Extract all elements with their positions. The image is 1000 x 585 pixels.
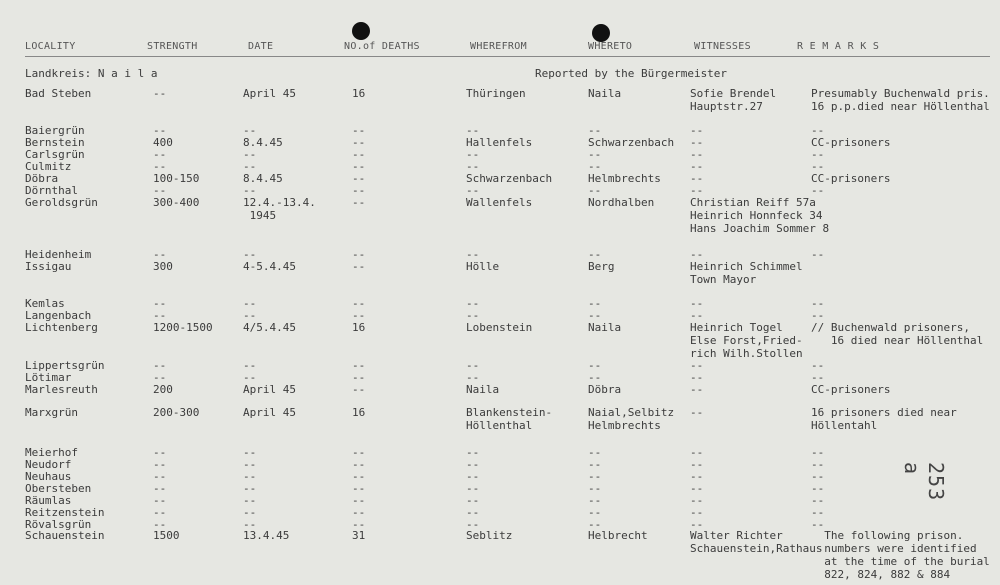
- cell-locality: Schauenstein: [25, 529, 105, 542]
- cell-date: --: [243, 494, 257, 507]
- cell-witnesses: Sofie Brendel Hauptstr.27: [690, 87, 777, 113]
- punch-hole: [352, 22, 370, 40]
- cell-date: 8.4.45: [243, 136, 283, 149]
- cell-wherefrom: --: [466, 470, 480, 483]
- cell-deaths: --: [352, 518, 366, 531]
- cell-strength: 1200-1500: [153, 321, 213, 334]
- header-date: DATE: [248, 41, 274, 52]
- cell-deaths: 31: [352, 529, 366, 542]
- cell-witnesses: --: [690, 470, 704, 483]
- cell-strength: 200-300: [153, 406, 200, 419]
- cell-wherefrom: Thüringen: [466, 87, 526, 100]
- header-wherefrom: WHEREFROM: [470, 41, 527, 52]
- cell-date: 13.4.45: [243, 529, 290, 542]
- cell-whereto: Nordhalben: [588, 196, 655, 209]
- cell-locality: Marxgrün: [25, 406, 78, 419]
- cell-remarks: // Buchenwald prisoners, 16 died near Höllenthal: [811, 321, 984, 347]
- cell-date: April 45: [243, 87, 296, 100]
- cell-wherefrom: --: [466, 446, 480, 459]
- cell-remarks: --: [811, 371, 825, 384]
- cell-remarks: --: [811, 518, 825, 531]
- cell-witnesses: Walter Richter Schauenstein,Rathaus: [690, 529, 823, 555]
- cell-witnesses: --: [690, 248, 704, 261]
- cell-deaths: --: [352, 248, 366, 261]
- cell-date: --: [243, 359, 257, 372]
- cell-remarks: --: [811, 359, 825, 372]
- cell-witnesses: --: [690, 383, 704, 396]
- cell-whereto: --: [588, 446, 602, 459]
- cell-deaths: --: [352, 184, 366, 197]
- cell-witnesses: --: [690, 494, 704, 507]
- header-strength: STRENGTH: [147, 41, 198, 52]
- cell-witnesses: --: [690, 482, 704, 495]
- cell-wherefrom: Lobenstein: [466, 321, 533, 334]
- cell-remarks: --: [811, 309, 825, 322]
- cell-witnesses: Heinrich Togel Else Forst,Fried- rich Wilh.Stollen: [690, 321, 803, 360]
- cell-remarks: CC-prisoners: [811, 136, 891, 149]
- cell-strength: --: [153, 160, 167, 173]
- cell-date: 12.4.-13.4. 1945: [243, 196, 316, 222]
- cell-witnesses: --: [690, 518, 704, 531]
- cell-strength: 400: [153, 136, 173, 149]
- cell-wherefrom: --: [466, 297, 480, 310]
- cell-strength: --: [153, 124, 167, 137]
- cell-locality: Obersteben: [25, 482, 92, 495]
- cell-witnesses: --: [690, 506, 704, 519]
- cell-whereto: --: [588, 184, 602, 197]
- cell-strength: --: [153, 371, 167, 384]
- cell-remarks: --: [811, 297, 825, 310]
- cell-strength: 1500: [153, 529, 180, 542]
- cell-whereto: --: [588, 124, 602, 137]
- header-deaths: NO.of DEATHS: [344, 41, 420, 52]
- cell-remarks: Presumably Buchenwald pris. 16 p.p.died near Höllenthal: [811, 87, 990, 113]
- cell-wherefrom: --: [466, 371, 480, 384]
- cell-whereto: --: [588, 160, 602, 173]
- cell-wherefrom: Hallenfels: [466, 136, 533, 149]
- section-title: Landkreis: N a i l a: [25, 67, 158, 80]
- cell-locality: Lippertsgrün: [25, 359, 105, 372]
- cell-wherefrom: --: [466, 184, 480, 197]
- cell-locality: Bad Steben: [25, 87, 92, 100]
- cell-whereto: Helmbrechts: [588, 172, 661, 185]
- punch-hole: [592, 24, 610, 42]
- cell-remarks: --: [811, 482, 825, 495]
- cell-wherefrom: --: [466, 160, 480, 173]
- cell-whereto: --: [588, 248, 602, 261]
- cell-remarks: --: [811, 458, 825, 471]
- cell-deaths: --: [352, 359, 366, 372]
- cell-strength: --: [153, 297, 167, 310]
- cell-deaths: 16: [352, 321, 366, 334]
- cell-remarks: CC-prisoners: [811, 172, 891, 185]
- cell-witnesses: Heinrich Schimmel Town Mayor: [690, 260, 803, 286]
- cell-date: --: [243, 518, 257, 531]
- cell-date: --: [243, 482, 257, 495]
- cell-witnesses: --: [690, 359, 704, 372]
- cell-wherefrom: Hölle: [466, 260, 500, 273]
- cell-remarks: --: [811, 148, 825, 161]
- cell-remarks: The following prison. numbers were identified at the time of the burial 822, 824, 882 & 884: [824, 529, 990, 581]
- cell-date: 4-5.4.45: [243, 260, 296, 273]
- cell-strength: --: [153, 248, 167, 261]
- cell-deaths: --: [352, 383, 366, 396]
- cell-locality: Neuhaus: [25, 470, 72, 483]
- cell-remarks: --: [811, 184, 825, 197]
- cell-locality: Kemlas: [25, 297, 65, 310]
- cell-date: --: [243, 470, 257, 483]
- cell-deaths: --: [352, 309, 366, 322]
- cell-locality: Issigau: [25, 260, 72, 273]
- cell-strength: --: [153, 506, 167, 519]
- cell-locality: Räumlas: [25, 494, 72, 507]
- cell-wherefrom: Naila: [466, 383, 500, 396]
- cell-whereto: Naial,Selbitz Helmbrechts: [588, 406, 675, 432]
- cell-wherefrom: --: [466, 482, 480, 495]
- cell-witnesses: --: [690, 406, 704, 419]
- cell-strength: --: [153, 309, 167, 322]
- cell-whereto: --: [588, 494, 602, 507]
- cell-remarks: --: [811, 160, 825, 173]
- cell-locality: Meierhof: [25, 446, 78, 459]
- cell-witnesses: Christian Reiff 57a Heinrich Honnfeck 34 Hans Joachim Sommer 8: [690, 196, 830, 235]
- cell-whereto: Döbra: [588, 383, 622, 396]
- cell-deaths: --: [352, 458, 366, 471]
- cell-locality: Geroldsgrün: [25, 196, 98, 209]
- cell-locality: Döbra: [25, 172, 59, 185]
- cell-deaths: --: [352, 482, 366, 495]
- cell-deaths: --: [352, 260, 366, 273]
- cell-witnesses: --: [690, 297, 704, 310]
- cell-whereto: --: [588, 506, 602, 519]
- cell-remarks: 16 prisoners died near Höllentahl: [811, 406, 957, 432]
- cell-deaths: --: [352, 297, 366, 310]
- cell-remarks: --: [811, 248, 825, 261]
- cell-locality: Baiergrün: [25, 124, 85, 137]
- cell-strength: 200: [153, 383, 173, 396]
- cell-date: --: [243, 297, 257, 310]
- cell-witnesses: --: [690, 136, 704, 149]
- cell-strength: --: [153, 494, 167, 507]
- header-whereto: WHERETO: [588, 41, 633, 52]
- cell-strength: --: [153, 148, 167, 161]
- cell-wherefrom: Seblitz: [466, 529, 513, 542]
- cell-date: April 45: [243, 406, 296, 419]
- cell-strength: 300: [153, 260, 173, 273]
- header-locality: LOCALITY: [25, 41, 76, 52]
- cell-strength: 100-150: [153, 172, 200, 185]
- cell-date: --: [243, 371, 257, 384]
- cell-deaths: --: [352, 124, 366, 137]
- cell-locality: Bernstein: [25, 136, 85, 149]
- header-rule: [25, 56, 990, 57]
- cell-remarks: --: [811, 506, 825, 519]
- cell-deaths: --: [352, 446, 366, 459]
- cell-date: --: [243, 446, 257, 459]
- cell-witnesses: --: [690, 446, 704, 459]
- cell-witnesses: --: [690, 172, 704, 185]
- cell-locality: Culmitz: [25, 160, 72, 173]
- cell-date: April 45: [243, 383, 296, 396]
- cell-strength: --: [153, 482, 167, 495]
- page-annotation: 253 a: [900, 462, 948, 502]
- cell-whereto: --: [588, 470, 602, 483]
- header-remarks: R E M A R K S: [797, 41, 880, 52]
- cell-wherefrom: --: [466, 309, 480, 322]
- cell-strength: --: [153, 87, 167, 100]
- cell-strength: --: [153, 458, 167, 471]
- cell-whereto: --: [588, 482, 602, 495]
- cell-whereto: Berg: [588, 260, 615, 273]
- cell-remarks: --: [811, 446, 825, 459]
- cell-date: 4/5.4.45: [243, 321, 296, 334]
- cell-locality: Rövalsgrün: [25, 518, 92, 531]
- cell-locality: Lötimar: [25, 371, 72, 384]
- section-note: Reported by the Bürgermeister: [535, 67, 728, 80]
- cell-deaths: --: [352, 371, 366, 384]
- cell-strength: --: [153, 446, 167, 459]
- cell-strength: --: [153, 518, 167, 531]
- cell-deaths: --: [352, 136, 366, 149]
- header-witnesses: WITNESSES: [694, 41, 751, 52]
- cell-strength: 300-400: [153, 196, 200, 209]
- cell-date: 8.4.45: [243, 172, 283, 185]
- cell-date: --: [243, 506, 257, 519]
- cell-witnesses: --: [690, 148, 704, 161]
- cell-wherefrom: --: [466, 248, 480, 261]
- cell-strength: --: [153, 359, 167, 372]
- cell-wherefrom: --: [466, 518, 480, 531]
- cell-deaths: --: [352, 494, 366, 507]
- cell-wherefrom: --: [466, 359, 480, 372]
- cell-date: --: [243, 248, 257, 261]
- cell-remarks: --: [811, 124, 825, 137]
- cell-date: --: [243, 458, 257, 471]
- cell-wherefrom: --: [466, 148, 480, 161]
- cell-strength: --: [153, 470, 167, 483]
- cell-deaths: --: [352, 172, 366, 185]
- cell-remarks: --: [811, 494, 825, 507]
- cell-wherefrom: --: [466, 458, 480, 471]
- cell-locality: Dörnthal: [25, 184, 78, 197]
- cell-whereto: Schwarzenbach: [588, 136, 675, 149]
- cell-deaths: --: [352, 506, 366, 519]
- cell-locality: Reitzenstein: [25, 506, 105, 519]
- cell-whereto: --: [588, 518, 602, 531]
- cell-whereto: Helbrecht: [588, 529, 648, 542]
- cell-locality: Heidenheim: [25, 248, 92, 261]
- cell-wherefrom: --: [466, 494, 480, 507]
- cell-whereto: --: [588, 371, 602, 384]
- cell-whereto: --: [588, 359, 602, 372]
- cell-date: --: [243, 124, 257, 137]
- cell-remarks: --: [811, 470, 825, 483]
- cell-remarks: CC-prisoners: [811, 383, 891, 396]
- cell-witnesses: --: [690, 458, 704, 471]
- cell-whereto: --: [588, 309, 602, 322]
- cell-deaths: --: [352, 196, 366, 209]
- cell-wherefrom: Wallenfels: [466, 196, 533, 209]
- cell-witnesses: --: [690, 124, 704, 137]
- cell-witnesses: --: [690, 160, 704, 173]
- cell-deaths: --: [352, 160, 366, 173]
- cell-deaths: 16: [352, 406, 366, 419]
- cell-deaths: 16: [352, 87, 366, 100]
- cell-locality: Marlesreuth: [25, 383, 98, 396]
- cell-locality: Neudorf: [25, 458, 72, 471]
- cell-whereto: Naila: [588, 321, 622, 334]
- cell-deaths: --: [352, 470, 366, 483]
- cell-deaths: --: [352, 148, 366, 161]
- cell-witnesses: --: [690, 371, 704, 384]
- cell-witnesses: --: [690, 309, 704, 322]
- cell-locality: Lichtenberg: [25, 321, 98, 334]
- cell-whereto: --: [588, 148, 602, 161]
- cell-wherefrom: --: [466, 506, 480, 519]
- cell-wherefrom: Blankenstein- Höllenthal: [466, 406, 553, 432]
- cell-wherefrom: --: [466, 124, 480, 137]
- cell-strength: --: [153, 184, 167, 197]
- cell-locality: Carlsgrün: [25, 148, 85, 161]
- cell-date: --: [243, 184, 257, 197]
- cell-date: --: [243, 148, 257, 161]
- cell-whereto: Naila: [588, 87, 622, 100]
- cell-wherefrom: Schwarzenbach: [466, 172, 553, 185]
- cell-date: --: [243, 309, 257, 322]
- cell-witnesses: --: [690, 184, 704, 197]
- cell-date: --: [243, 160, 257, 173]
- cell-locality: Langenbach: [25, 309, 92, 322]
- cell-whereto: --: [588, 297, 602, 310]
- cell-whereto: --: [588, 458, 602, 471]
